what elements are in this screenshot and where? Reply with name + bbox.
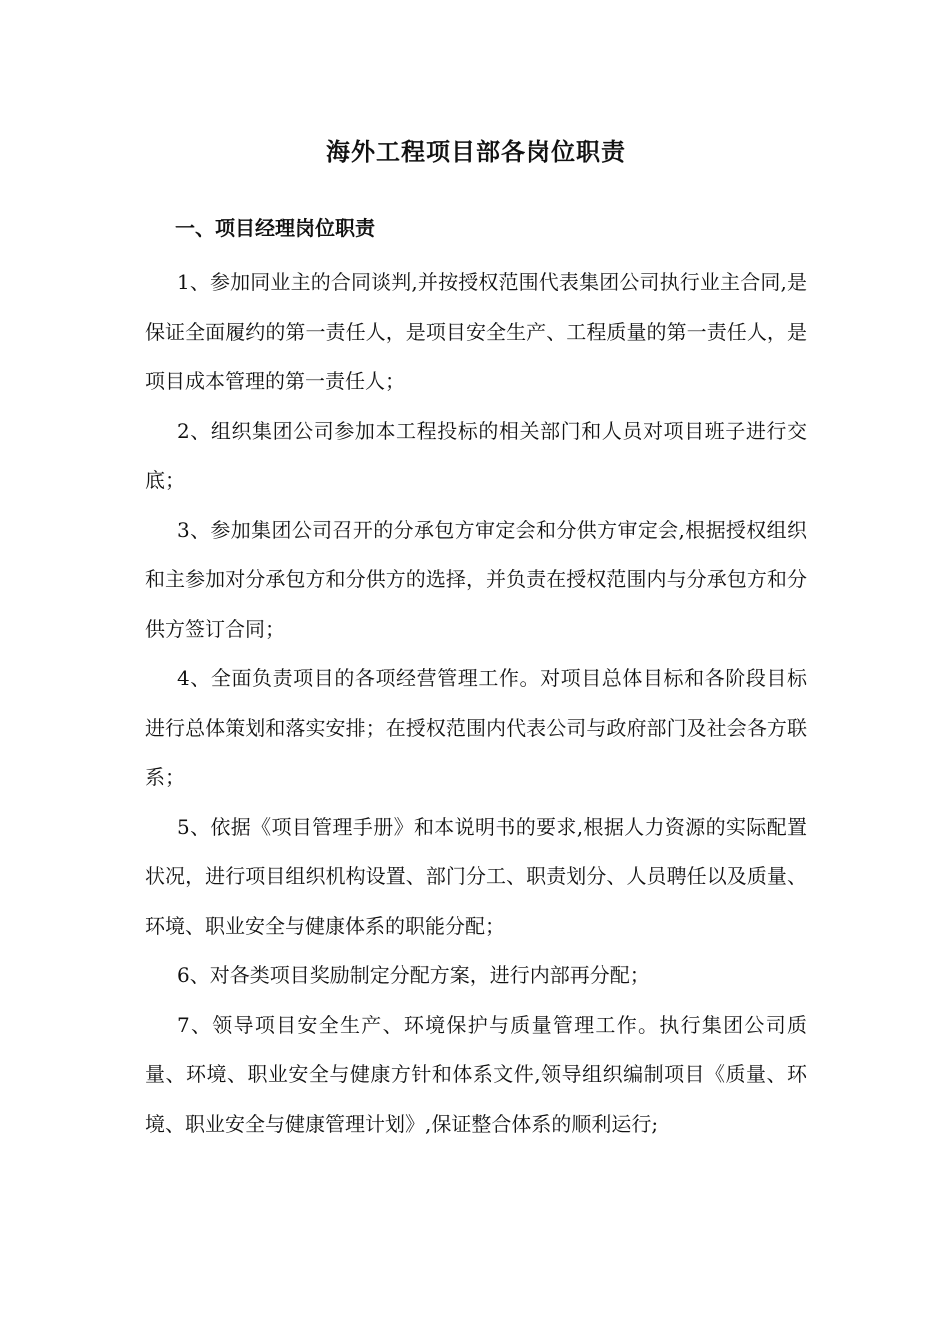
paragraph-5: 5、依据《项目管理手册》和本说明书的要求,根据人力资源的实际配置状况，进行项目组织机构设置、部门分工、职责划分、人员聘任以及质量、环境、职业安全与健康体系的职能分配； bbox=[145, 814, 807, 938]
paragraph-6: 6、对各类项目奖励制定分配方案，进行内部再分配； bbox=[177, 963, 650, 987]
section-heading: 一、项目经理岗位职责 bbox=[175, 216, 375, 240]
paragraph-4: 4、全面负责项目的各项经营管理工作。对项目总体目标和各阶段目标进行总体策划和落实安排；在授权范围内代表公司与政府部门及社会各方联系； bbox=[145, 666, 807, 789]
paragraph-3: 3、参加集团公司召开的分承包方审定会和分供方审定会,根据授权组织和主参加对分承包方和分供方的选择，并负责在授权范围内与分承包方和分供方签订合同； bbox=[145, 517, 807, 641]
paragraph-1: 1、参加同业主的合同谈判,并按授权范围代表集团公司执行业主合同,是保证全面履约的第一责任人，是项目安全生产、工程质量的第一责任人，是项目成本管理的第一责任人； bbox=[145, 270, 807, 393]
paragraph-7: 7、领导项目安全生产、环境保护与质量管理工作。执行集团公司质量、环境、职业安全与健康方针和体系文件,领导组织编制项目《质量、环境、职业安全与健康管理计划》,保证整合体系的顺利运行; bbox=[145, 1012, 807, 1136]
document-title: 海外工程项目部各岗位职责 bbox=[326, 137, 626, 166]
document-body bbox=[145, 128, 807, 1149]
paragraph-2: 2、组织集团公司参加本工程投标的相关部门和人员对项目班子进行交底； bbox=[145, 418, 807, 492]
